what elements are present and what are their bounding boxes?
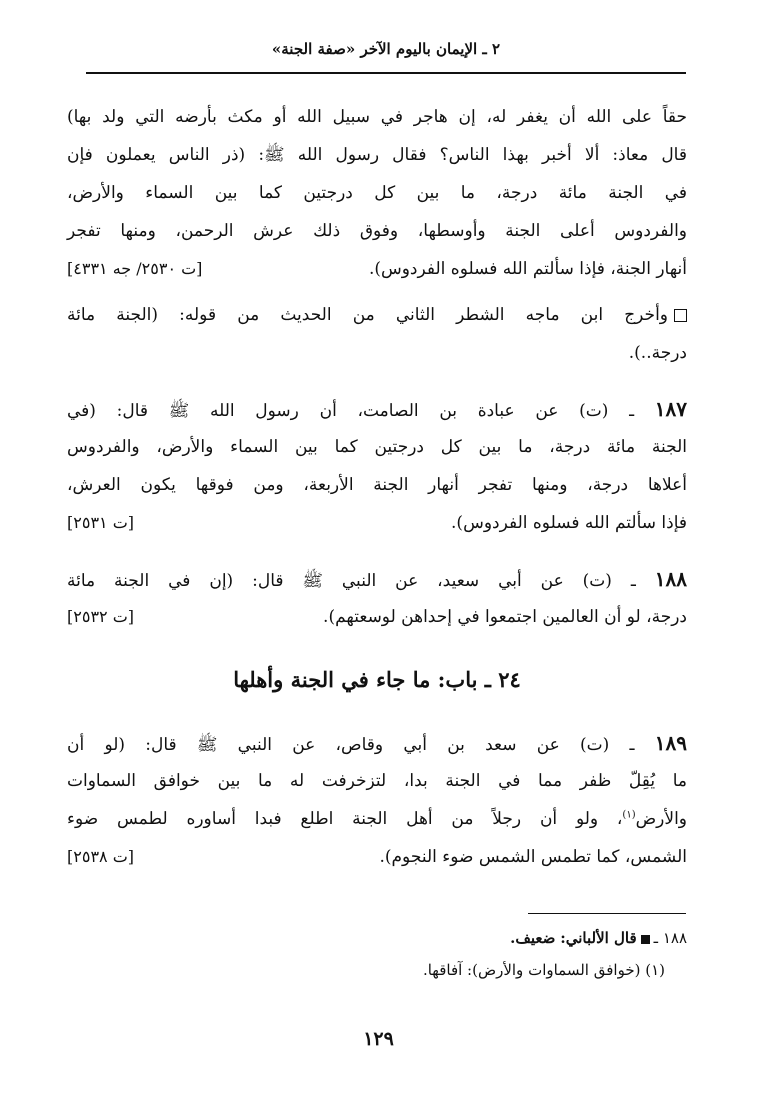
text-segment: الشمس، كما تطمس الشمس ضوء النجوم).	[379, 847, 687, 867]
text-segment: ـ (ت) عن سعد بن أبي وقاص، عن النبي ﷺ قال: (لو أن	[67, 735, 635, 755]
text-line: حقاً على الله أن يغفر له، إن هاجر في سبيل الله أو مكث بأرضه التي ولد بها)	[67, 107, 687, 127]
running-header: ٢ ـ الإيمان باليوم الآخر «صفة الجنة»	[271, 40, 501, 58]
text-segment: والأرض	[635, 809, 687, 829]
hadith-number: ١٨٧	[654, 397, 687, 421]
hadith-number: ١٨٨	[654, 567, 688, 591]
chapter-heading: ٢٤ ـ باب: ما جاء في الجنة وأهلها	[233, 667, 521, 692]
hadith-number: ١٨٩	[654, 731, 688, 755]
text-line	[67, 800, 687, 838]
text-segment: فإذا سألتم الله فسلوه الفردوس).	[451, 513, 687, 533]
page-body	[67, 98, 687, 876]
source-reference: [ت ٢٥٣٢]	[67, 607, 135, 626]
footnote-text: ضعيف.	[510, 929, 556, 947]
text-line	[67, 504, 687, 542]
text-segment: ـ (ت) عن أبي سعيد، عن النبي ﷺ قال: (إن في الجنة مائة	[67, 571, 636, 591]
text-line: والفردوس أعلى الجنة وأوسطها، وفوق ذلك عرش الرحمن، ومنها تفجر	[67, 221, 687, 241]
paragraph-continued	[67, 98, 687, 288]
footnote-number: ١٨٨ ـ	[653, 929, 687, 947]
page-number: ١٢٩	[363, 1028, 394, 1050]
square-bullet-icon	[674, 309, 687, 322]
text-line	[67, 296, 687, 334]
hadith-187	[67, 390, 687, 542]
hadith-188	[67, 560, 687, 636]
text-line	[67, 598, 687, 636]
text-segment: أنهار الجنة، فإذا سألتم الله فسلوه الفردوس).	[368, 259, 687, 279]
text-line	[67, 560, 687, 598]
source-reference: [ت ٢٥٣١]	[67, 513, 135, 532]
text-line	[67, 250, 687, 288]
text-line: ما يُقِلّ ظفر مما في الجنة بدا، لتزخرفت له ما بين خوافق السماوات	[67, 771, 687, 791]
footnote-definition: (١) (خوافق السماوات والأرض): آفاقها.	[422, 961, 665, 979]
text-line	[67, 838, 687, 876]
hadith-189	[67, 724, 687, 876]
header-rule	[86, 72, 686, 74]
text-segment: درجة، لو أن العالمين اجتمعوا في إحداهن لوسعتهم).	[323, 607, 687, 627]
text-line: أعلاها درجة، ومنها تفجر أنهار الجنة الأربعة، ومن فوقها يكون العرش،	[67, 475, 687, 495]
text-line	[67, 724, 687, 762]
text-line: درجة..).	[628, 343, 687, 363]
source-reference: [ت ٢٥٣٠/ جه ٤٣٣١]	[67, 259, 203, 278]
filled-square-icon	[641, 935, 650, 944]
note-paragraph	[67, 296, 687, 372]
footnote-marker: (١)	[622, 809, 636, 821]
text-line	[67, 390, 687, 428]
text-line: الجنة مائة درجة، ما بين كل درجتين كما بين السماء والأرض، والفردوس	[67, 437, 687, 457]
source-reference: [ت ٢٥٣٨]	[67, 847, 135, 866]
text-segment: ـ (ت) عن عبادة بن الصامت، أن رسول الله ﷺ قال: (في	[67, 401, 635, 421]
footnote-rule	[528, 913, 686, 914]
footnote-grading	[67, 925, 687, 951]
footnote-label: قال الألباني:	[560, 929, 637, 947]
text-line: في الجنة مائة درجة، ما بين كل درجتين كما بين السماء والأرض،	[67, 183, 687, 203]
text-segment: وأخرج ابن ماجه الشطر الثاني من الحديث من قوله: (الجنة مائة	[67, 305, 668, 325]
text-segment: ، ولو أن رجلاً من أهل الجنة اطلع فبدا أساوره لطمس ضوء	[67, 809, 623, 829]
text-line: قال معاذ: ألا أخبر بهذا الناس؟ فقال رسول الله ﷺ: (ذر الناس يعملون فإن	[67, 145, 687, 165]
